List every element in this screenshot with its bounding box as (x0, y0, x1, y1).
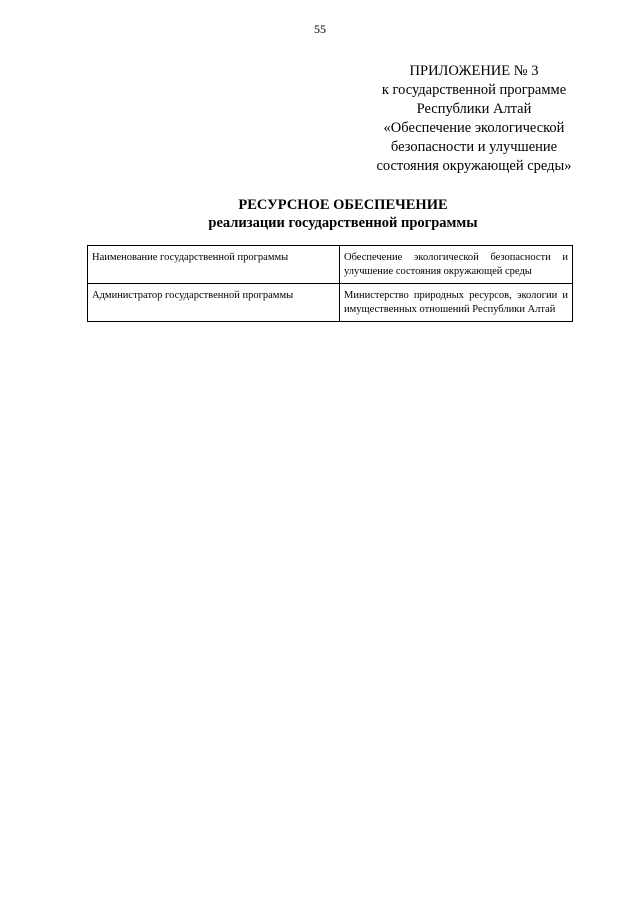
appendix-line: к государственной программе (381, 82, 567, 98)
table-cell-label: Администратор государственной программы (88, 284, 340, 322)
table-cell-value: Министерство природных ресурсов, экологии и имущественных отношений Республики Алтай (340, 284, 573, 322)
table-row (88, 284, 573, 322)
appendix-line: Республики Алтай (416, 101, 532, 117)
appendix-line: состояния окружающей среды» (376, 158, 572, 174)
heading-subtitle: реализации государственной программы (208, 215, 478, 231)
table-cell-value: Обеспечение экологической безопасности и улучшение состояния окружающей среды (340, 246, 573, 284)
appendix-line: безопасности и улучшение (390, 139, 558, 155)
program-info-table (87, 245, 573, 322)
table-cell-label: Наименование государственной программы (88, 246, 340, 284)
heading-title: РЕСУРСНОЕ ОБЕСПЕЧЕНИЕ (238, 197, 448, 213)
table-row (88, 246, 573, 284)
appendix-line: «Обеспечение экологической (383, 120, 565, 136)
page-number: 55 (314, 22, 326, 36)
appendix-block (366, 62, 582, 176)
appendix-title: ПРИЛОЖЕНИЕ № 3 (409, 63, 539, 79)
document-heading (0, 196, 640, 232)
